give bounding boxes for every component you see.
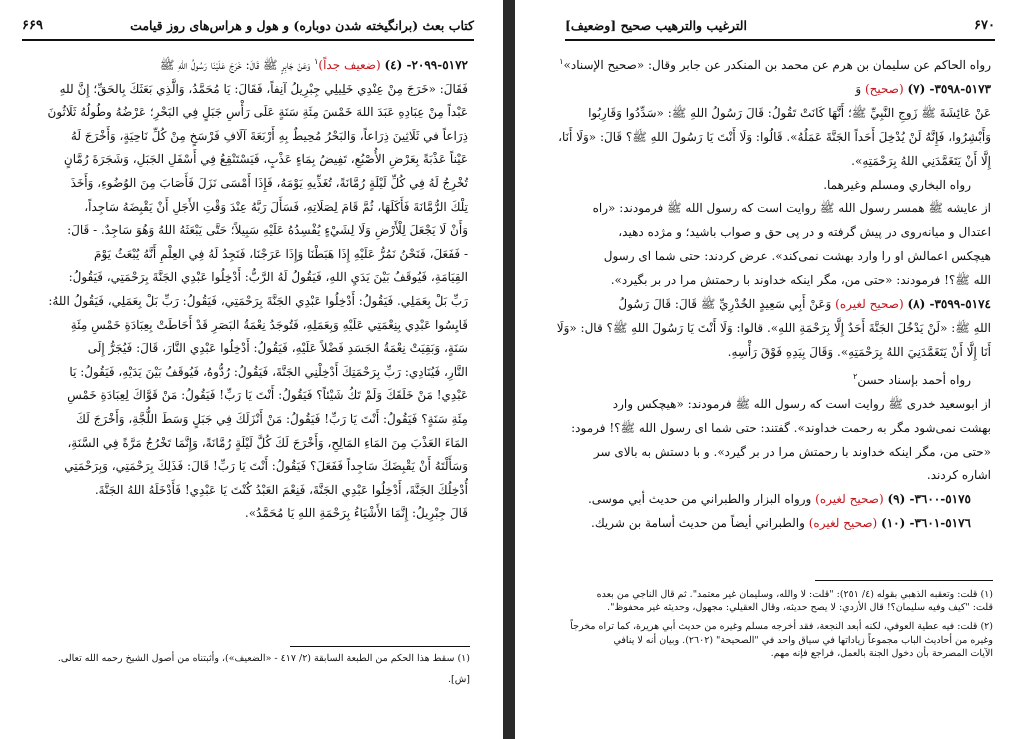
footnote-mark: ١ bbox=[314, 57, 319, 66]
footnote-line: قلت: "كيف وفيه سليمان؟! قال الأزدي: لا يصح حديثه، وقال العقيلي: مجهول، وحديثه غير محفوظ". bbox=[607, 602, 993, 614]
text-line: القِيَامَةِ، فَيُوقَفُ بَيْنَ يَدَيِ اللهِ، فَيَقُولُ لَهُ الرَّبُّ: أَدْخِلُوا عَبْدِي الجَنَّةَ بِرَحْمَتِي، فَيَقُولُ: bbox=[68, 270, 468, 285]
text-line: مِئَةِ سَنَةٍ؟ فَيَقُولُ: أَنْتَ يَا رَبِّ! فَيَقُولُ: مَنْ أَنْزَلَكَ فِي جَبَلٍ وَسَطَ اللُّجَّةِ، وَأَخْرَجَ لَكَ bbox=[76, 411, 468, 426]
header-rule bbox=[565, 39, 995, 41]
right-footnotes bbox=[571, 588, 993, 660]
hadith-header-line: ٥١٧٦-٣٦٠١- (١٠) (صحيح لغيره) والطبراني أيضاً من حديث أسامة بن شريك. bbox=[591, 516, 971, 531]
header-rule bbox=[22, 39, 474, 41]
source-line: رواه أحمد بإسناد حسن$^٢$ bbox=[853, 371, 971, 387]
footnote bbox=[28, 652, 470, 665]
text-line: عَبْداً مِنْ عِبَادِهِ عَبَدَ اللهَ خَمْسَ مِئَةِ سَنَةٍ عَلَى رَأْسِ جَبَلٍ فِي البَحْرِ؛ عَرْضُهُ وطُولُهُ ثَلَاثُونَ bbox=[47, 105, 468, 120]
footnote bbox=[28, 673, 470, 686]
left-page-body bbox=[28, 50, 468, 526]
text-line: النَّارِ، فَيُنَادِي: رَبِّ بِرَحْمَتِكَ أَدْخِلْنِي الجَنَّةَ، فَيَقُولُ: رُدُّوهُ، فَيُوقَفُ بَيْنَ يَدَيْهِ، فَيَقُولُ: يَا bbox=[69, 364, 468, 379]
book-spine bbox=[503, 0, 515, 739]
hadith-header-line: ٥١٧٥-٣٦٠٠- (٩) (صحيح لغيره) ورواه البزار والطبراني من حديث أبي موسى. bbox=[587, 492, 971, 507]
persian-line: هیچکس اعمالش او را وارد بهشت نمی‌کند». عرض کردند: حتی شما ای رسول bbox=[603, 249, 991, 264]
right-page-header bbox=[565, 14, 995, 36]
text-line: المَاءَ العَذْبَ مِنَ المَاءِ المَالِحِ، وَأَخْرَجَ لَكَ كُلَّ لَيْلَةٍ رُمَّانَةً، وَإِنَّمَا تَخْرُجُ مَرَّةً فِي السَّنَةِ، bbox=[67, 435, 468, 450]
text-line: ذِرَاعاً في ثَلَاثِينَ ذِرَاعاً، وَالبَحْرُ مُحِيطٌ بِهِ أَرْبَعَةَ آلَافِ فَرْسَخٍ مِنْ كُلِّ نَاحِيَةٍ، وَأَخْرَجَ لَهُ bbox=[70, 128, 468, 143]
footnote-line: (١) قلت: وتعقبه الذهبي بقوله (٤/ ٢٥١): "قلت: لا والله، وسليمان غير معتمد". ثم قال الناجي من بعده bbox=[596, 589, 993, 600]
persian-line: بهشت نمی‌شود مگر به رحمت خداوند». گفتند: حتی شما ای رسول الله ﷺ؟! فرمود: bbox=[571, 420, 991, 435]
hadith-header-line: ٥١٧٤-٣٥٩٩- (٨) (صحيح لغيره) وَعَنْ أَبِي سَعِيدٍ الخُدْرِيِّ ﷺ قَالَ: قَالَ رَسُولُ bbox=[618, 297, 991, 312]
hadith-grade: (صحيح) bbox=[864, 81, 904, 96]
text-line: قَايِسُوا عَبْدِي بِنِعْمَتِي عَلَيْهِ وَبِعَمَلِهِ، فَتُوجَدُ نِعْمَةُ البَصَرِ قَدْ أَحَاطَتْ بِعِبَادَةِ خَمْسِ مِئَةِ bbox=[70, 317, 468, 332]
text-line: فَقَالَ: «خَرَجَ مِنْ عِنْدِي خَلِيلِي جِبْرِيلُ آنِفاً، فَقَالَ: يَا مُحَمَّدُ، وَالَّذِي بَعَثَكَ بِالحَقِّ؛ إِنَّ للهِ bbox=[59, 81, 468, 96]
text-line: أُدْخِلُكَ الجَنَّةَ، أَدْخِلُوا عَبْدِي الجَنَّةَ، فَنِعْمَ العَبْدُ كُنْتَ يَا عَبْدِي! فَأَدْخَلَهُ اللهُ الجَنَّةَ. bbox=[94, 482, 468, 497]
hadith-header-line bbox=[28, 50, 468, 78]
right-page-body bbox=[556, 50, 991, 536]
text-line: وَأَنْ لَا يَجْعَلَ لِلْأَرْضِ وَلَا لِشَيْءٍ يُفْسِدُهُ عَلَيْهِ سَبِيلاً؛ حَتَّى يَبْعَثَهُ اللهُ وَهُوَ سَاجِدٌ. - قَالَ: bbox=[67, 223, 468, 238]
text-line: سَنَةٍ، وَبَقِيَتْ نِعْمَةُ الجَسَدِ فَضْلاً عَلَيْهِ، فَيَقُولُ: أَدْخِلُوا عَبْدِي النَّارَ، قَالَ: فَيُجَرُّ إِلَى bbox=[87, 341, 468, 356]
text-line: تِلْكَ الرُّمَّانَةَ فَأَكَلَهَا، ثُمَّ قَامَ لِصَلَاتِهِ، فَسَأَلَ رَبَّهُ عِنْدَ وَقْتِ الأَجَلِ أَنْ يَقْبِضَهُ سَاجِداً، bbox=[84, 199, 468, 214]
hadith-grade: (صحيح لغيره) bbox=[835, 297, 904, 312]
arabic-line: عَنْ عَائِشَةَ ﷺ زَوجِ النَّبِيِّ ﷺ؛ أَنَّهَا كَانَتْ تَقُولُ: قَالَ رَسُولُ اللهِ ﷺ: «سَدِّدُوا وَقَارِبُوا bbox=[588, 105, 991, 120]
arabic-line: إِلَّا أَنْ يَتَغَمَّدَنِي اللهُ بِرَحْمَتِهِ». bbox=[851, 153, 991, 168]
hadith-number: ٥١٧٦-٣٦٠١- (١٠) bbox=[881, 516, 971, 531]
text-line: تُخْرِجُ لَهُ فِي كُلِّ لَيْلَةٍ رُمَّانَةً، تُغَذِّيهِ يَوْمَهُ، فَإِذَا أَمْسَى نَزَلَ فَأَصَابَ مِنَ الوُضُوءِ، وَأَخَذَ bbox=[70, 175, 468, 190]
footnote-line: الآيات المصرحة بأن دخول الجنة بالعمل، فراجع فإنه مهم. bbox=[770, 647, 993, 659]
text-line: عَيْناً عَذْبَةً بِعَرْضِ الأُصْبُعِ، تَفِيضُ بِمَاءٍ عَذْبٍ، فَيَسْتَنْقِعُ فِي أَسْفَلِ الجَبَلِ، وَشَجَرَةَ رُمَّانٍ bbox=[63, 152, 468, 167]
footnote-mark: ١ bbox=[559, 57, 564, 66]
hadith-narrator: وَعَنْ جَابِرٍ ﷺ قَالَ: خَرَجَ عَلَيْنَا رَسُولُ اللهِ ﷺ bbox=[159, 58, 311, 72]
text-line: قَالَ جِبْرِيلُ: إِنَّمَا الأَشْيَاءُ بِرَحْمَةِ اللهِ يَا مُحَمَّدُ». bbox=[244, 506, 468, 521]
left-page bbox=[0, 0, 503, 739]
text-line: - فَفَعَلَ، فَنَحْنُ نَمُرُّ عَلَيْهِ إِذَا هَبَطْنَا وَإِذَا عَرَجْنَا، فَنَجِدُ لَهُ فِي العِلْمِ أَنَّهُ يُبْعَثُ يَوْمَ bbox=[94, 246, 468, 261]
persian-line: اعتدال و میانه‌روی در پیش گرفته و در پی حق و صواب باشید؛ و مژده دهید، bbox=[618, 225, 991, 240]
text-line: وَسَأَلْتَهُ أَنْ يَقْبِضَكَ سَاجِداً فَفَعَلَ؟ فَيَقُولُ: أَنْتَ يَا رَبِّ! قَالَ: فَذَلِكَ بِرَحْمَتِي، وَبِرَحْمَتِي bbox=[64, 459, 468, 474]
hadith-grade: (صحيح لغيره) bbox=[815, 492, 884, 507]
footnote-line: (٢) قلت: فيه عطية العوفي، لكنه أبعد النجعة، فقد أخرجه مسلم وغيره من حديث أبي هريرة، كما تراه مخرجاً bbox=[570, 621, 993, 633]
persian-line: اشاره کردند. bbox=[926, 468, 991, 483]
footnote-text: [ش]. bbox=[447, 674, 470, 686]
hadith-number: ٥١٧٣-٣٥٩٨- (٧) bbox=[907, 81, 991, 96]
hadith-grade: (صحيح لغيره) bbox=[808, 516, 878, 531]
footnote-line: وغيره من أحاديث الباب مجموعاً زياداتها في سياق واحد في "الصحيحة" (٢٦٠٢). وبيان أنه لا ينافي bbox=[613, 634, 993, 646]
page-number: ۶۷۰ bbox=[974, 17, 995, 33]
arabic-line: اللهِ ﷺ: «لَنْ يَدْخُلَ الجَنَّةَ أَحَدٌ إِلَّا بِرَحْمَةِ اللهِ». قالوا: وَلَا أَنْتَ يَا رَسُولَ اللهِ ﷺ؟ قال: «وَلَا bbox=[556, 320, 991, 335]
footnote-mark: (١) bbox=[457, 653, 470, 664]
footnote-text: سقط هذا الحكم من الطبعة السابقة (٢/ ٤١٧ - «الضعيف»)، وأثبتناه من أصول الشيخ رحمه الله تعالى. bbox=[57, 653, 455, 664]
hadith-number: ٥١٧٢-٢٠٩٩- (٤) bbox=[384, 58, 468, 72]
arabic-line: وَأَبْشِرُوا، فَإِنَّهُ لَنْ يُدْخِلَ أَحَداً الجَنَّةَ عَمَلُهُ». قَالُوا: وَلَا أَنْتَ يَا رَسُولَ اللهِ ﷺ؟ قَالَ: «وَلَا أَنَا، bbox=[558, 129, 991, 144]
hadith-grade: (ضعيف جداً) bbox=[318, 58, 381, 72]
persian-line: «حتی من، مگر اینکه خداوند با رحمتش مرا در بر گیرد». و با دستش به بالای سر bbox=[593, 444, 991, 459]
source-line: رواه الحاكم عن سليمان بن هرم عن محمد بن المنكدر عن جابر وقال: «صحيح الإسناد»$^١$ bbox=[559, 57, 991, 72]
persian-line: از ابوسعید خدری ﷺ روایت است که رسول الله ﷺ فرمودند: «هیچکس وارد bbox=[612, 396, 991, 411]
persian-line: از عایشه ﷺ همسر رسول الله ﷺ روایت است که رسول الله ﷺ فرمودند: «راه bbox=[592, 201, 991, 216]
running-title: کتاب بعث (برانگیخته شدن دوباره) و هول و هراس‌های روز قیامت bbox=[130, 17, 474, 33]
arabic-line: أَنَا إِلَّا أَنْ يَتَغَمَّدَنِيَ اللهُ بِرَحْمَتِهِ». وَقَالَ بِيَدِهِ فَوْقَ رَأْسِهِ. bbox=[727, 344, 991, 359]
hadith-number: ٥١٧٤-٣٥٩٩- (٨) bbox=[907, 297, 991, 312]
footnote-rule bbox=[290, 646, 470, 647]
footnote-rule bbox=[815, 580, 993, 581]
footnote-mark: ٢ bbox=[853, 371, 858, 381]
page-number: ۶۶۹ bbox=[22, 17, 43, 33]
right-page bbox=[515, 0, 1024, 739]
left-footnotes bbox=[28, 652, 470, 686]
persian-line: الله ﷺ؟! فرمودند: «حتی من، مگر اینکه خداوند با رحمتش مرا در بر بگیرد». bbox=[610, 273, 991, 288]
hadith-number: ٥١٧٥-٣٦٠٠- (٩) bbox=[887, 492, 971, 507]
hadith-header-line: ٥١٧٣-٣٥٩٨- (٧) (صحيح) وَ bbox=[855, 81, 991, 96]
text-line: رَبِّ بَلْ بِعَمَلِي. فَيَقُولُ: أَدْخِلُوا عَبْدِي الجَنَّةَ بِرَحْمَتِي، فَيَقُولُ: رَبِّ بَلْ بِعَمَلِي، فَيَقُولُ اللهُ: bbox=[48, 293, 468, 308]
text-line: عَبْدِي! مَنْ خَلَقَكَ وَلَمْ تَكُ شَيْئاً؟ فَيَقُولُ: أَنْتَ يَا رَبِّ! فَيَقُولُ: مَنْ قَوَّاكَ لِعِبَادَةِ خَمْسِ bbox=[67, 388, 468, 403]
left-page-header bbox=[22, 14, 474, 36]
source-line: رواه البخاري ومسلم وغيرهما. bbox=[823, 177, 971, 192]
running-title: الترغيب والترهيب صحيح [وضعيف] bbox=[565, 17, 747, 33]
